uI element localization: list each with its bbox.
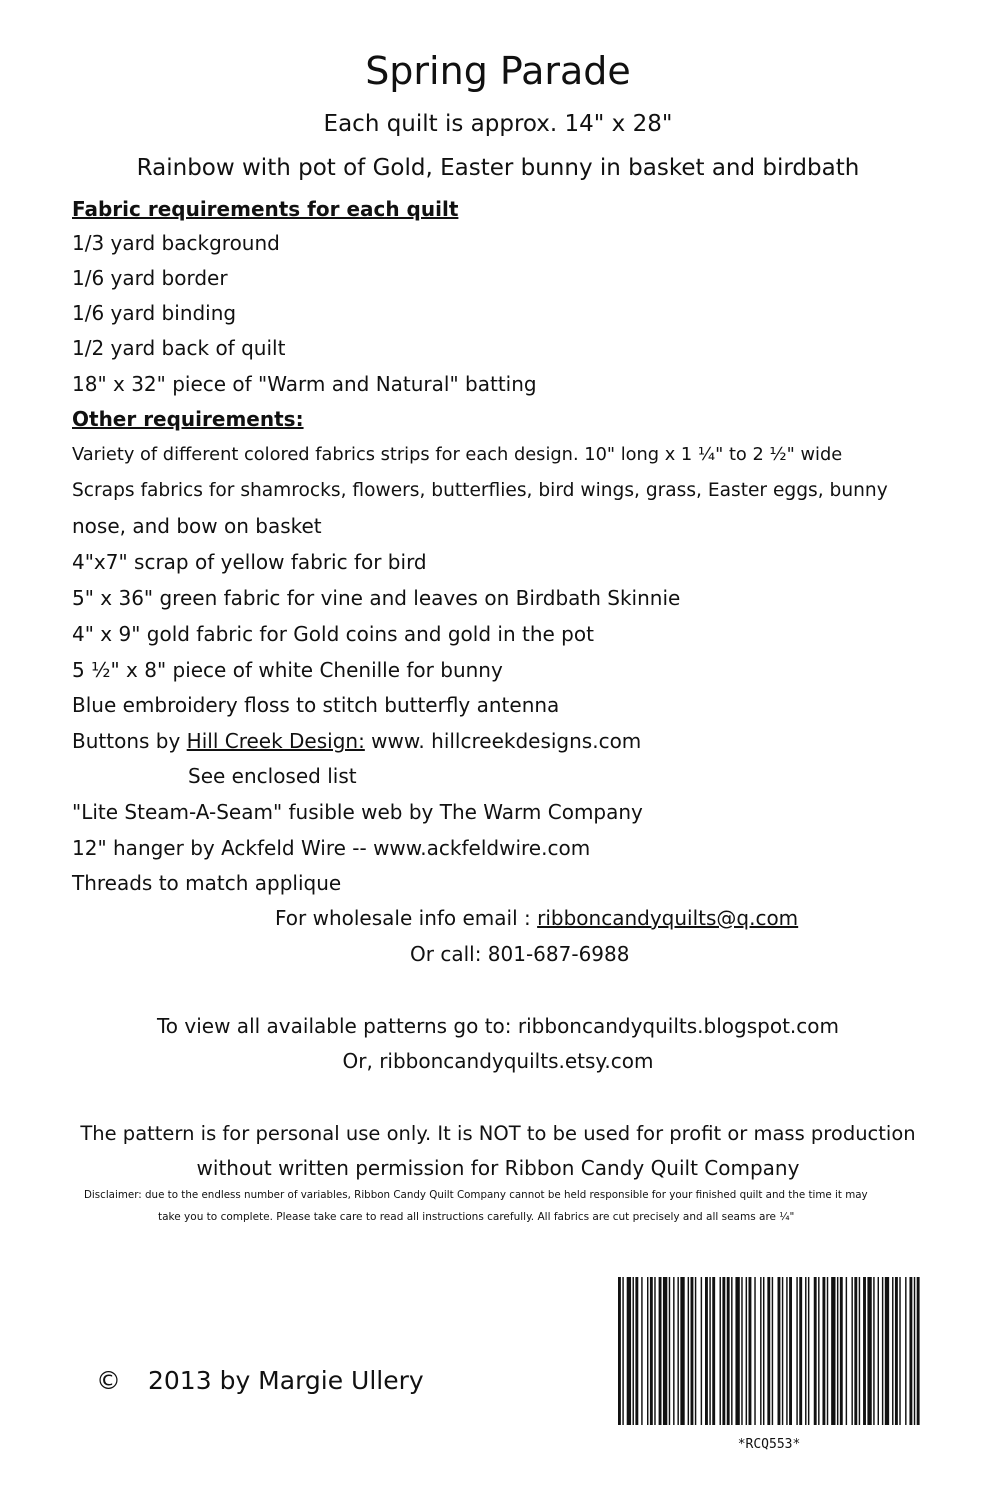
barcode-bar	[680, 1277, 684, 1425]
buttons-line	[72, 731, 641, 751]
quilt-description: Rainbow with pot of Gold, Easter bunny in basket and birdbath	[136, 155, 860, 181]
barcode-bar	[799, 1277, 802, 1425]
barcode-bar	[633, 1277, 634, 1425]
disclaimer-line-1: Disclaimer: due to the endless number of variables, Ribbon Candy Quilt Company cannot be held responsible for your finished quilt and the time it may	[84, 1189, 868, 1201]
disclaimer-line-2: take you to complete. Please take care to read all instructions carefully. All fabrics are cut precisely and all seams are ¼"	[158, 1211, 795, 1223]
other-item: 5" x 36" green fabric for vine and leaves on Birdbath Skinnie	[72, 586, 681, 610]
barcode-bar	[786, 1277, 787, 1425]
other-item: Scraps fabrics for shamrocks, flowers, butterflies, bird wings, grass, Easter eggs, bunny	[72, 480, 888, 501]
fabric-heading: Fabric requirements for each quilt	[72, 197, 459, 221]
fabric-item: 1/2 yard back of quilt	[72, 336, 286, 360]
barcode-bar	[659, 1277, 662, 1425]
other-item: 5 ½" x 8" piece of white Chenille for bunny	[72, 658, 503, 682]
barcode-bar	[712, 1277, 715, 1425]
other-item: 12" hanger by Ackfeld Wire -- www.ackfeldwire.com	[72, 836, 591, 860]
wholesale-prefix: For wholesale info email :	[275, 906, 538, 930]
buttons-prefix: Buttons by	[72, 729, 187, 753]
fabric-item: 1/6 yard binding	[72, 301, 237, 325]
other-item: 4" x 9" gold fabric for Gold coins and gold in the pot	[72, 622, 594, 646]
barcode-bar	[917, 1277, 920, 1425]
see-enclosed-list: See enclosed list	[188, 764, 357, 788]
barcode-bar	[796, 1277, 797, 1425]
barcode-bar	[854, 1277, 857, 1425]
barcode-bar	[782, 1277, 783, 1425]
barcode-bar	[622, 1277, 623, 1425]
barcode-bar	[691, 1277, 694, 1425]
barcode-bar	[663, 1277, 667, 1425]
hill-creek-design-label: Hill Creek Design:	[186, 729, 365, 753]
barcode-bar	[867, 1277, 871, 1425]
barcode-bar	[778, 1277, 781, 1425]
barcode-bar	[763, 1277, 764, 1425]
barcode-bar	[863, 1277, 866, 1425]
other-item: Blue embroidery floss to stitch butterfly antenna	[72, 693, 560, 717]
barcode-bar	[673, 1277, 674, 1425]
barcode-bar	[731, 1277, 732, 1425]
copyright-symbol: ©	[96, 1366, 121, 1395]
barcode-bar	[701, 1277, 702, 1425]
wholesale-email: ribboncandyquilts@q.com	[537, 906, 799, 930]
barcode-bar	[735, 1277, 739, 1425]
barcode-bar	[749, 1277, 752, 1425]
other-item: Threads to match applique	[72, 871, 342, 895]
barcode-bar	[789, 1277, 792, 1425]
barcode-bar	[767, 1277, 770, 1425]
barcode-bar	[840, 1277, 843, 1425]
barcode-bar	[818, 1277, 819, 1425]
fabric-item: 18" x 32" piece of "Warm and Natural" batting	[72, 372, 537, 396]
other-item: "Lite Steam-A-Seam" fusible web by The Warm Company	[72, 800, 643, 824]
barcode-bar	[831, 1277, 835, 1425]
other-heading: Other requirements:	[72, 407, 304, 431]
barcode-bar	[822, 1277, 825, 1425]
barcode-bar	[837, 1277, 838, 1425]
barcode-bar	[754, 1277, 755, 1425]
barcode-bar	[772, 1277, 773, 1425]
phone-line: Or call: 801-687-6988	[410, 942, 630, 966]
barcode-bar	[709, 1277, 710, 1425]
barcode-bar	[746, 1277, 747, 1425]
barcode-bar	[650, 1277, 653, 1425]
barcode-bar	[695, 1277, 696, 1425]
barcode-bar	[895, 1277, 898, 1425]
barcode-bar	[878, 1277, 879, 1425]
quilt-size: Each quilt is approx. 14" x 28"	[323, 111, 673, 137]
barcode-bar	[618, 1277, 621, 1425]
page-title: Spring Parade	[365, 49, 631, 93]
barcode-bar	[885, 1277, 889, 1425]
barcode-bar	[654, 1277, 655, 1425]
patterns-line-2: Or, ribboncandyquilts.etsy.com	[342, 1049, 654, 1073]
barcode-bar	[705, 1277, 708, 1425]
fabric-item: 1/6 yard border	[72, 266, 228, 290]
barcode-bar	[873, 1277, 874, 1425]
barcode-bar	[846, 1277, 847, 1425]
barcode-bar	[899, 1277, 900, 1425]
barcode-bar	[677, 1277, 678, 1425]
other-item: nose, and bow on basket	[72, 514, 322, 538]
barcode	[618, 1277, 920, 1425]
usage-notice-line-2: without written permission for Ribbon Candy Quilt Company	[196, 1156, 800, 1180]
wholesale-line	[275, 908, 798, 928]
barcode-bar	[882, 1277, 883, 1425]
usage-notice-line-1: The pattern is for personal use only. It is NOT to be used for profit or mass production	[80, 1122, 916, 1145]
barcode-bar	[914, 1277, 915, 1425]
fabric-item: 1/3 yard background	[72, 231, 280, 255]
barcode-bar	[669, 1277, 670, 1425]
barcode-bar	[741, 1277, 742, 1425]
barcode-bar	[859, 1277, 860, 1425]
barcode-bar	[851, 1277, 852, 1425]
copyright-text: 2013 by Margie Ullery	[148, 1366, 424, 1395]
patterns-line-1: To view all available patterns go to: ribboncandyquilts.blogspot.com	[156, 1014, 839, 1038]
copyright-line	[96, 1366, 424, 1395]
barcode-bar	[814, 1277, 817, 1425]
barcode-bar	[808, 1277, 809, 1425]
barcode-bar	[727, 1277, 730, 1425]
barcode-bar	[909, 1277, 912, 1425]
barcode-bar	[892, 1277, 893, 1425]
barcode-bar	[627, 1277, 631, 1425]
barcode-label: *RCQ553*	[737, 1437, 801, 1452]
other-item: Variety of different colored fabrics strips for each design. 10" long x 1 ¼" to 2 ½" wide	[72, 444, 843, 465]
barcode-bar	[722, 1277, 725, 1425]
hill-creek-url: www. hillcreekdesigns.com	[364, 729, 642, 753]
barcode-bar	[647, 1277, 648, 1425]
barcode-bar	[905, 1277, 906, 1425]
barcode-bar	[760, 1277, 761, 1425]
barcode-bar	[641, 1277, 642, 1425]
barcode-bar	[635, 1277, 638, 1425]
other-item: 4"x7" scrap of yellow fabric for bird	[72, 550, 427, 574]
barcode-bar	[827, 1277, 828, 1425]
barcode-bar	[805, 1277, 806, 1425]
barcode-bar	[688, 1277, 689, 1425]
barcode-bar	[720, 1277, 721, 1425]
